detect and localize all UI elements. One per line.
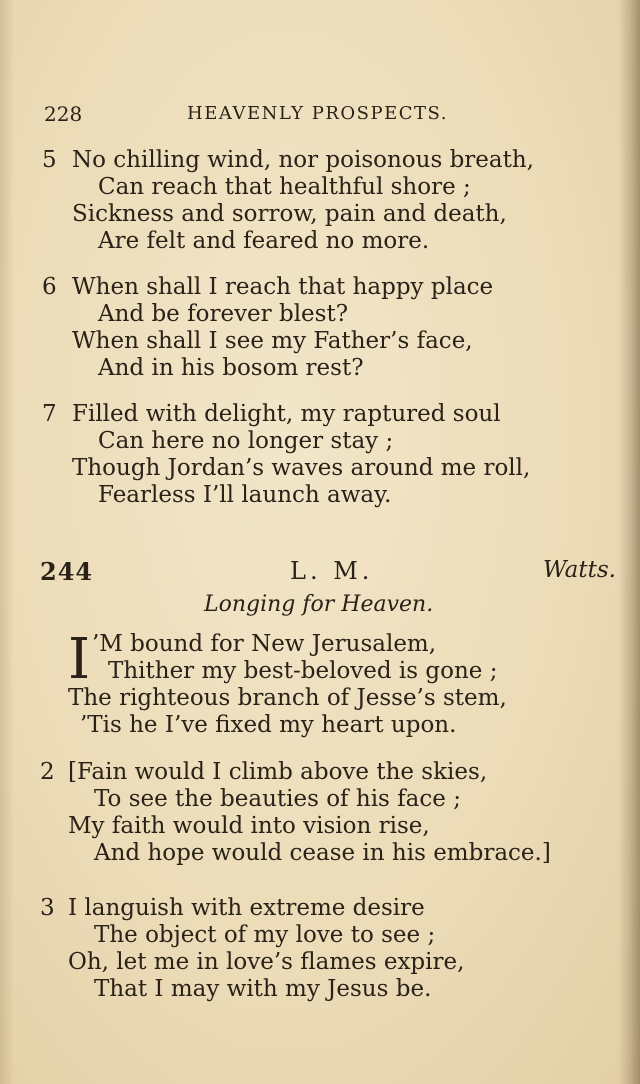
- verse-line: Though Jordan’s waves around me roll,: [72, 455, 531, 481]
- page-header: [44, 96, 476, 130]
- verse-line: Thither my best-beloved is gone ;: [108, 658, 498, 684]
- verse-line: Fearless I’ll launch away.: [98, 482, 392, 508]
- verse-line: Can reach that healthful shore ;: [98, 174, 471, 200]
- running-head: HEAVENLY PROSPECTS.: [187, 103, 448, 124]
- stanza-number: 2: [40, 759, 55, 785]
- stanza-number: 3: [40, 895, 55, 921]
- verse-line: The object of my love to see ;: [94, 922, 436, 948]
- verse-line: [Fain would I climb above the skies,: [68, 759, 488, 785]
- hymn-number: 244: [40, 557, 94, 586]
- drop-cap: I: [68, 627, 91, 692]
- verse-line: To see the beauties of his face ;: [94, 786, 461, 812]
- verse-line: And be forever blest?: [98, 301, 349, 327]
- stanza-number: 6: [42, 274, 57, 300]
- verse-line: And in his bosom rest?: [98, 355, 364, 381]
- page-left-shadow: [0, 0, 14, 1084]
- stanza-number: 7: [42, 401, 57, 427]
- verse-line: That I may with my Jesus be.: [94, 976, 432, 1002]
- verse-line: ’M bound for New Jerusalem,: [92, 631, 437, 657]
- hymn-meter: L. M.: [290, 557, 374, 585]
- verse-line: ’Tis he I’ve fixed my heart upon.: [80, 712, 457, 738]
- verse-line: I languish with extreme desire: [68, 895, 425, 921]
- verse-line: When shall I reach that happy place: [72, 274, 494, 300]
- verse-line: And hope would cease in his embrace.]: [94, 840, 551, 866]
- verse-line: The righteous branch of Jesse’s stem,: [68, 685, 507, 711]
- verse-line: Filled with delight, my raptured soul: [72, 401, 501, 427]
- verse-line: Oh, let me in love’s flames expire,: [68, 949, 465, 975]
- verse-line: My faith would into vision rise,: [68, 813, 430, 839]
- page-right-shadow: [618, 0, 640, 1084]
- verse-line: When shall I see my Father’s face,: [72, 328, 473, 354]
- hymn-title: Longing for Heaven.: [204, 592, 434, 617]
- verse-line: Sickness and sorrow, pain and death,: [72, 201, 507, 227]
- hymn-author: Watts.: [543, 557, 616, 583]
- page-number: 228: [44, 102, 83, 126]
- verse-line: Can here no longer stay ;: [98, 428, 394, 454]
- verse-line: Are felt and feared no more.: [98, 228, 430, 254]
- verse-line: No chilling wind, nor poisonous breath,: [72, 147, 534, 173]
- stanza-number: 5: [42, 147, 57, 173]
